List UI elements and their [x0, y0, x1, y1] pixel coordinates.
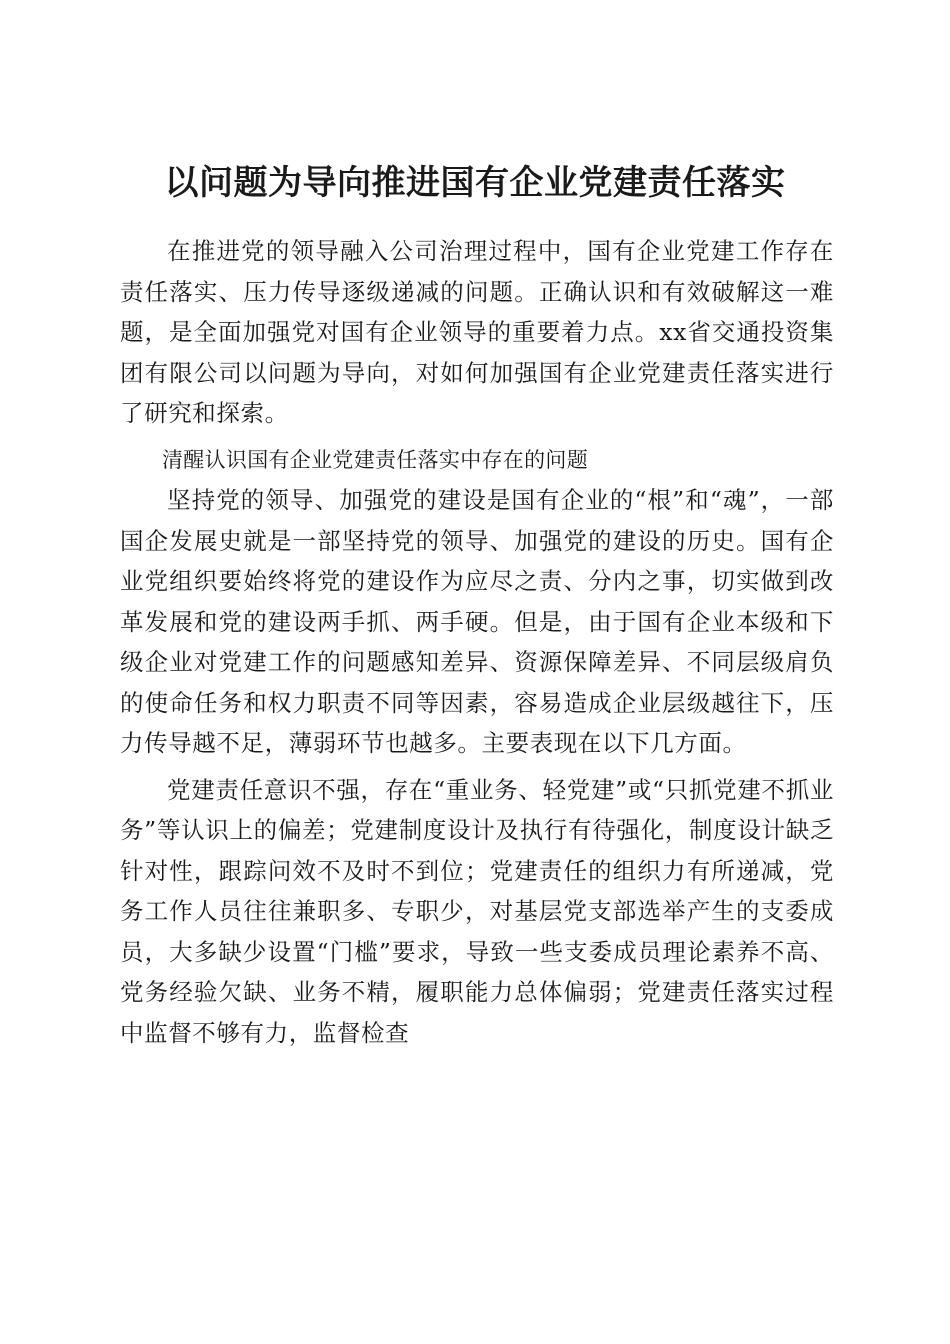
document-title: 以问题为导向推进国有企业党建责任落实: [164, 162, 786, 203]
document-body: [120, 231, 834, 1053]
paragraph-background: 坚持党的领导、加强党的建设是国有企业的“根”和“魂”，一部国企发展史就是一部坚持党的领导、加强党的建设的历史。国有企业党组织要始终将党的建设作为应尽之责、分内之事，切实做到改革发展和党的建设两手抓、两手硬。但是，由于国有企业本级和下级企业对党建工作的问题感知差异、资源保障差异、不同层级肩负的使命任务和权力职责不同等因素，容易造成企业层级越往下，压力传导越不足，薄弱环节也越多。主要表现在以下几方面。: [120, 486, 834, 757]
paragraph-intro: 在推进党的领导融入公司治理过程中，国有企业党建工作存在责任落实、压力传导逐级递减的问题。正确认识和有效破解这一难题，是全面加强党对国有企业领导的重要着力点。xx省交通投资集团有限公司以问题为导向，对如何加强国有企业党建责任落实进行了研究和探索。: [120, 237, 834, 427]
paragraph-problems: 党建责任意识不强，存在“重业务、轻党建”或“只抓党建不抓业务”等认识上的偏差；党建制度设计及执行有待强化，制度设计缺乏针对性，跟踪问效不及时不到位；党建责任的组织力有所递减，党务工作人员往往兼职多、专职少，对基层党支部选举产生的支委成员，大多缺少设置“门槛”要求，导致一些支委成员理论素养不高、党务经验欠缺、业务不精，履职能力总体偏弱；党建责任落实过程中监督不够有力，监督检查: [120, 775, 834, 1047]
section-heading: 清醒认识国有企业党建责任落实中存在的问题: [162, 447, 588, 472]
